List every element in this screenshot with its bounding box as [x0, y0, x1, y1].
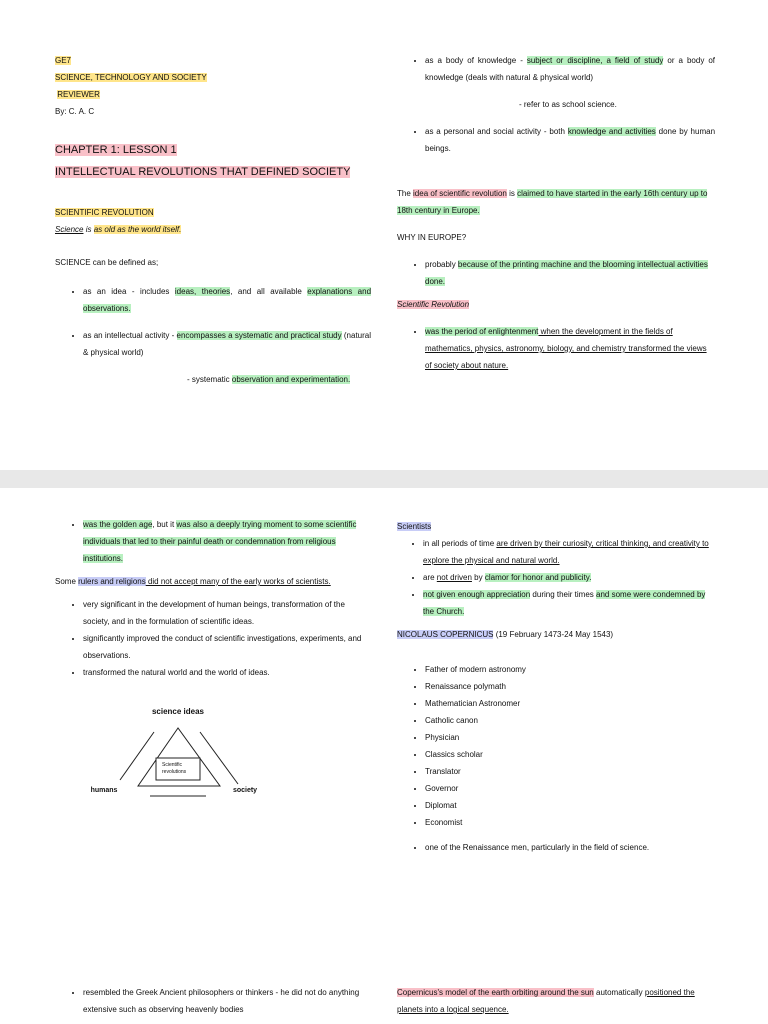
- page2-right-column: [397, 518, 715, 856]
- personal-activity-list: [397, 123, 715, 157]
- systematic-note: - systematic observation and experimentation.: [187, 375, 351, 384]
- school-science-note: - refer to as school science.: [519, 100, 617, 109]
- page-2: [0, 488, 768, 1024]
- scientists-list: [397, 535, 715, 620]
- section-heading: SCIENTIFIC REVOLUTION: [55, 208, 154, 217]
- list-item: • Diplomat: [425, 797, 715, 814]
- list-item: • one of the Renaissance men, particularly in the field of science.: [425, 839, 715, 856]
- significance-list: [55, 596, 371, 681]
- copernicus-model-paragraph: Copernicus's model of the earth orbiting around the sun automatically positioned the planets into a logical sequence.: [397, 988, 695, 1014]
- enlightenment-list: [397, 323, 715, 374]
- scientists-heading: Scientists: [397, 522, 432, 531]
- diagram-label-humans: humans: [90, 787, 118, 794]
- page-1: [0, 0, 768, 470]
- course-code: GE7: [55, 56, 72, 65]
- list-item: • very significant in the development of human beings, transformation of the society, and in the formulation of scientific ideas.: [83, 596, 371, 630]
- revolution-start-paragraph: The idea of scientific revolution is claimed to have started in the early 16th century up to 18th century in Europe.: [397, 189, 708, 215]
- list-item: • as an intellectual activity - encompasses a systematic and practical study (natural & physical world): [83, 327, 371, 361]
- science-triangle-diagram: [80, 680, 280, 800]
- list-item: • probably because of the printing machine and the blooming intellectual activities done.: [425, 256, 715, 290]
- science-definitions-list: [55, 283, 371, 361]
- greek-philosophers-list: [55, 984, 371, 1018]
- rulers-religions-paragraph: Some rulers and religions did not accept many of the early works of scientists.: [55, 577, 331, 586]
- chapter-heading: CHAPTER 1: LESSON 1: [55, 144, 177, 156]
- why-europe-heading: WHY IN EUROPE?: [397, 233, 467, 242]
- list-item: • as a personal and social activity - both knowledge and activities done by human beings.: [425, 123, 715, 157]
- page2-right-bottom: [397, 984, 715, 1018]
- list-item: • was the golden age, but it was also a deeply trying moment to some scientific individuals that led to their painful death or condemnation from religious institutions.: [83, 516, 371, 567]
- list-item: • Translator: [425, 763, 715, 780]
- list-item: • Governor: [425, 780, 715, 797]
- golden-age-list: [55, 516, 371, 567]
- list-item: • was the period of enlightenment when the development in the fields of mathematics, physics, astronomy, biology, and chemistry transformed the views of society about nature.: [425, 323, 715, 374]
- why-europe-list: [397, 256, 715, 290]
- scientific-revolution-label: Scientific Revolution: [397, 300, 470, 309]
- list-item: • Renaissance polymath: [425, 678, 715, 695]
- diagram-line-left: [120, 732, 154, 780]
- doc-type: REVIEWER: [57, 90, 100, 99]
- list-item: • as an idea - includes ideas, theories, and all available explanations and observations.: [83, 283, 371, 317]
- diagram-box-label-1: Scientific: [162, 762, 183, 768]
- list-item: • are not driven by clamor for honor and publicity.: [423, 569, 715, 586]
- science-defined: SCIENCE can be defined as;: [55, 258, 159, 267]
- list-item: • Classics scholar: [425, 746, 715, 763]
- list-item: • not given enough appreciation during their times and some were condemned by the Church.: [423, 586, 715, 620]
- list-item: • Catholic canon: [425, 712, 715, 729]
- course-title: SCIENCE, TECHNOLOGY AND SOCIETY: [55, 73, 207, 82]
- diagram-box-label-2: revolutions: [162, 769, 187, 775]
- author: By: C. A. C: [55, 107, 95, 116]
- list-item: • Economist: [425, 814, 715, 831]
- list-item: • resembled the Greek Ancient philosophers or thinkers - he did not do anything extensive such as observing heavenly bodies: [83, 984, 371, 1018]
- list-item: • transformed the natural world and the world of ideas.: [83, 664, 371, 681]
- list-item: • Father of modern astronomy: [425, 661, 715, 678]
- science-definitions-list-cont: [397, 52, 715, 86]
- diagram-label-science-ideas: science ideas: [151, 707, 205, 716]
- page-gap: [0, 470, 768, 488]
- copernicus-heading: NICOLAUS COPERNICUS (19 February 1473-24 May 1543): [397, 630, 614, 639]
- page2-left-bottom: [55, 984, 371, 1018]
- list-item: • as a body of knowledge - subject or discipline, a field of study or a body of knowledge (deals with natural & physical world): [425, 52, 715, 86]
- science-old-line: Science is as old as the world itself.: [55, 225, 182, 234]
- copernicus-roles-list: [397, 661, 715, 831]
- lesson-title: INTELLECTUAL REVOLUTIONS THAT DEFINED SOCIETY: [55, 166, 351, 178]
- page1-right-column: [397, 52, 715, 374]
- list-item: • in all periods of time are driven by their curiosity, critical thinking, and creativity to explore the physical and natural world.: [423, 535, 715, 569]
- diagram-label-society: society: [232, 787, 258, 794]
- diagram-line-right: [200, 732, 238, 784]
- renaissance-list: [397, 839, 715, 856]
- list-item: • Mathematician Astronomer: [425, 695, 715, 712]
- page2-left-column: [55, 516, 371, 681]
- page1-left-column: [55, 52, 371, 388]
- list-item: • Physician: [425, 729, 715, 746]
- list-item: • significantly improved the conduct of scientific investigations, experiments, and observations.: [83, 630, 371, 664]
